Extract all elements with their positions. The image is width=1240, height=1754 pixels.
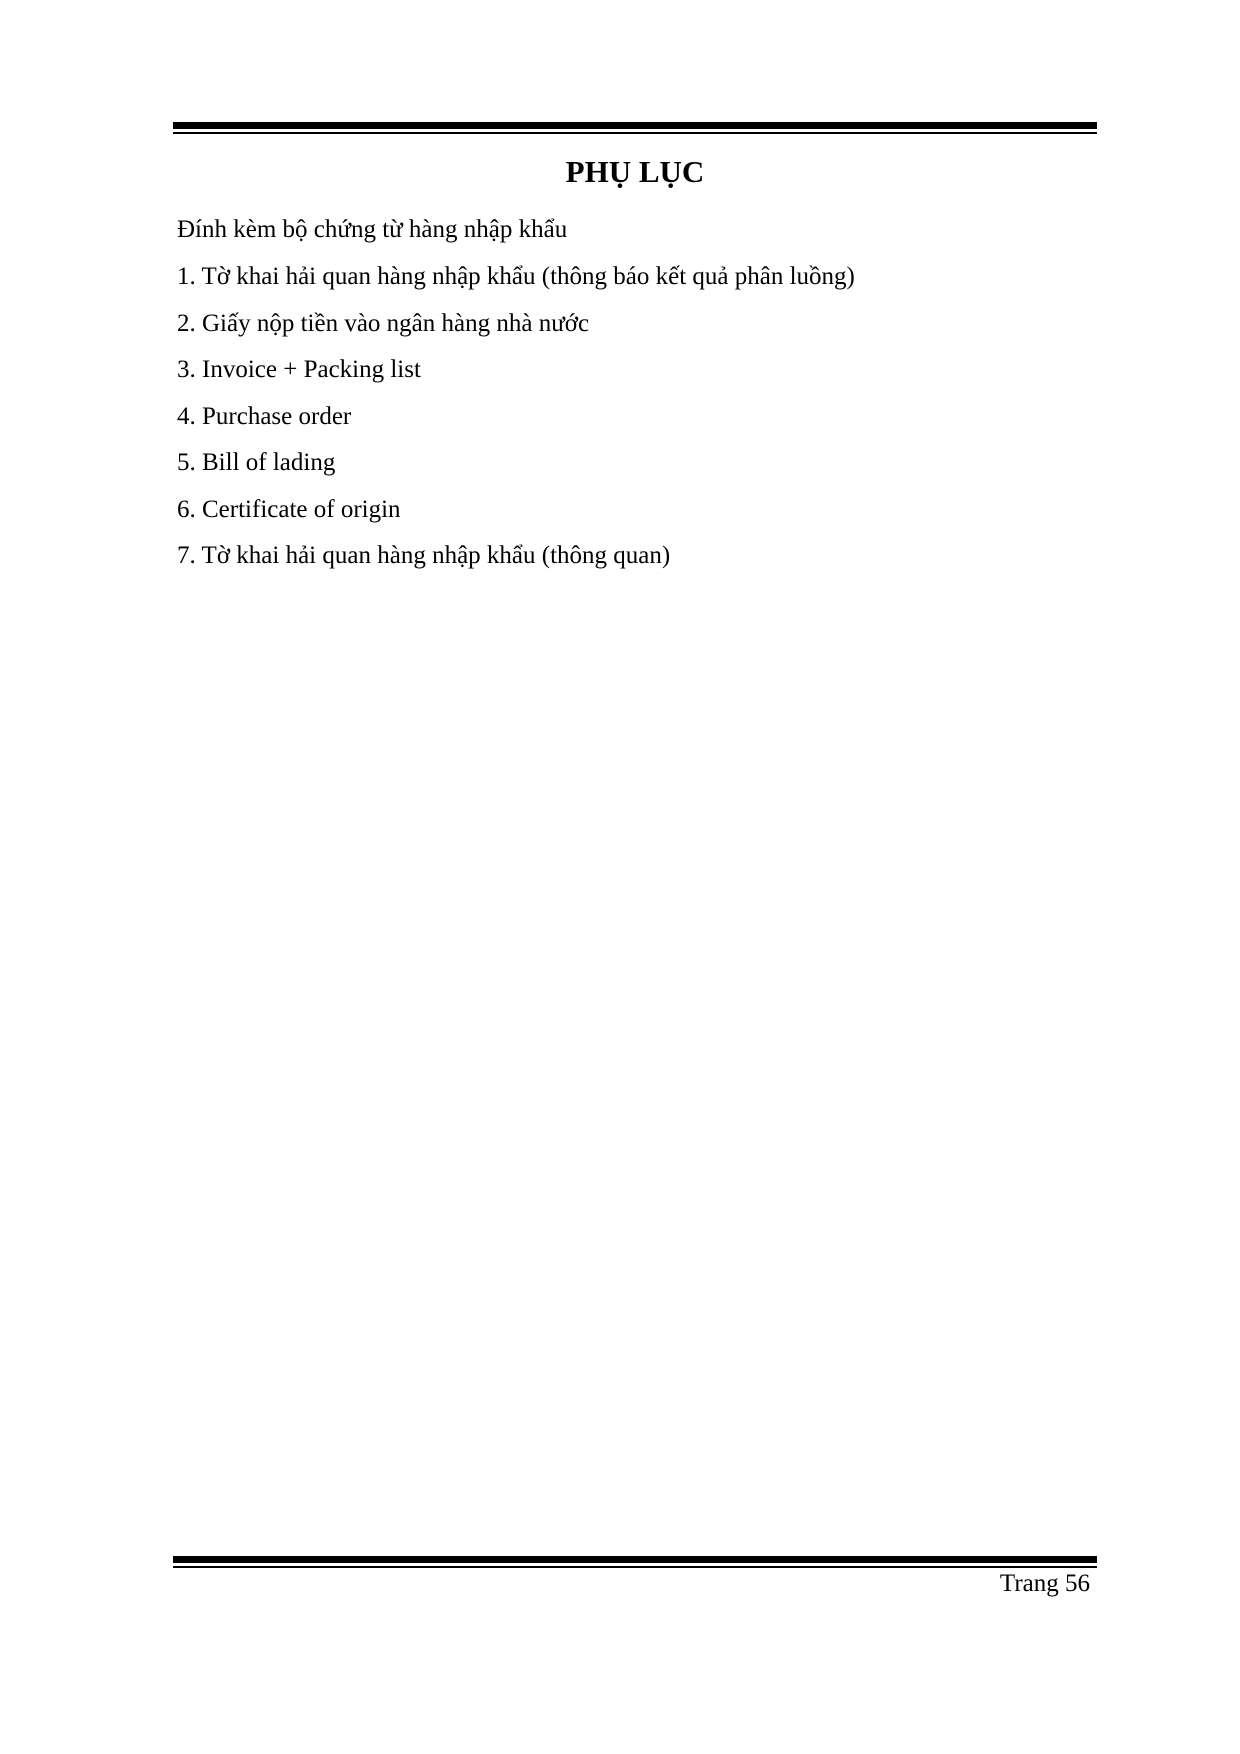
list-item: 6. Certificate of origin (177, 495, 401, 523)
list-item: 1. Tờ khai hải quan hàng nhập khẩu (thông báo kết quả phân luồng) (177, 263, 855, 290)
intro-text: Đính kèm bộ chứng từ hàng nhập khẩu (177, 216, 568, 243)
list-item: 5. Bill of lading (177, 449, 336, 476)
page-title: PHỤ LỤC (565, 154, 705, 189)
footer-rule (173, 1556, 1097, 1568)
page-number: Trang 56 (999, 1570, 1090, 1597)
list-item: 3. Invoice + Packing list (177, 356, 421, 383)
appendix-list (177, 262, 855, 588)
list-item: 2. Giấy nộp tiền vào ngân hàng nhà nước (177, 309, 590, 337)
header-rule (173, 122, 1097, 134)
list-item: 4. Purchase order (177, 402, 352, 430)
list-item: 7. Tờ khai hải quan hàng nhập khẩu (thông quan) (177, 542, 671, 569)
